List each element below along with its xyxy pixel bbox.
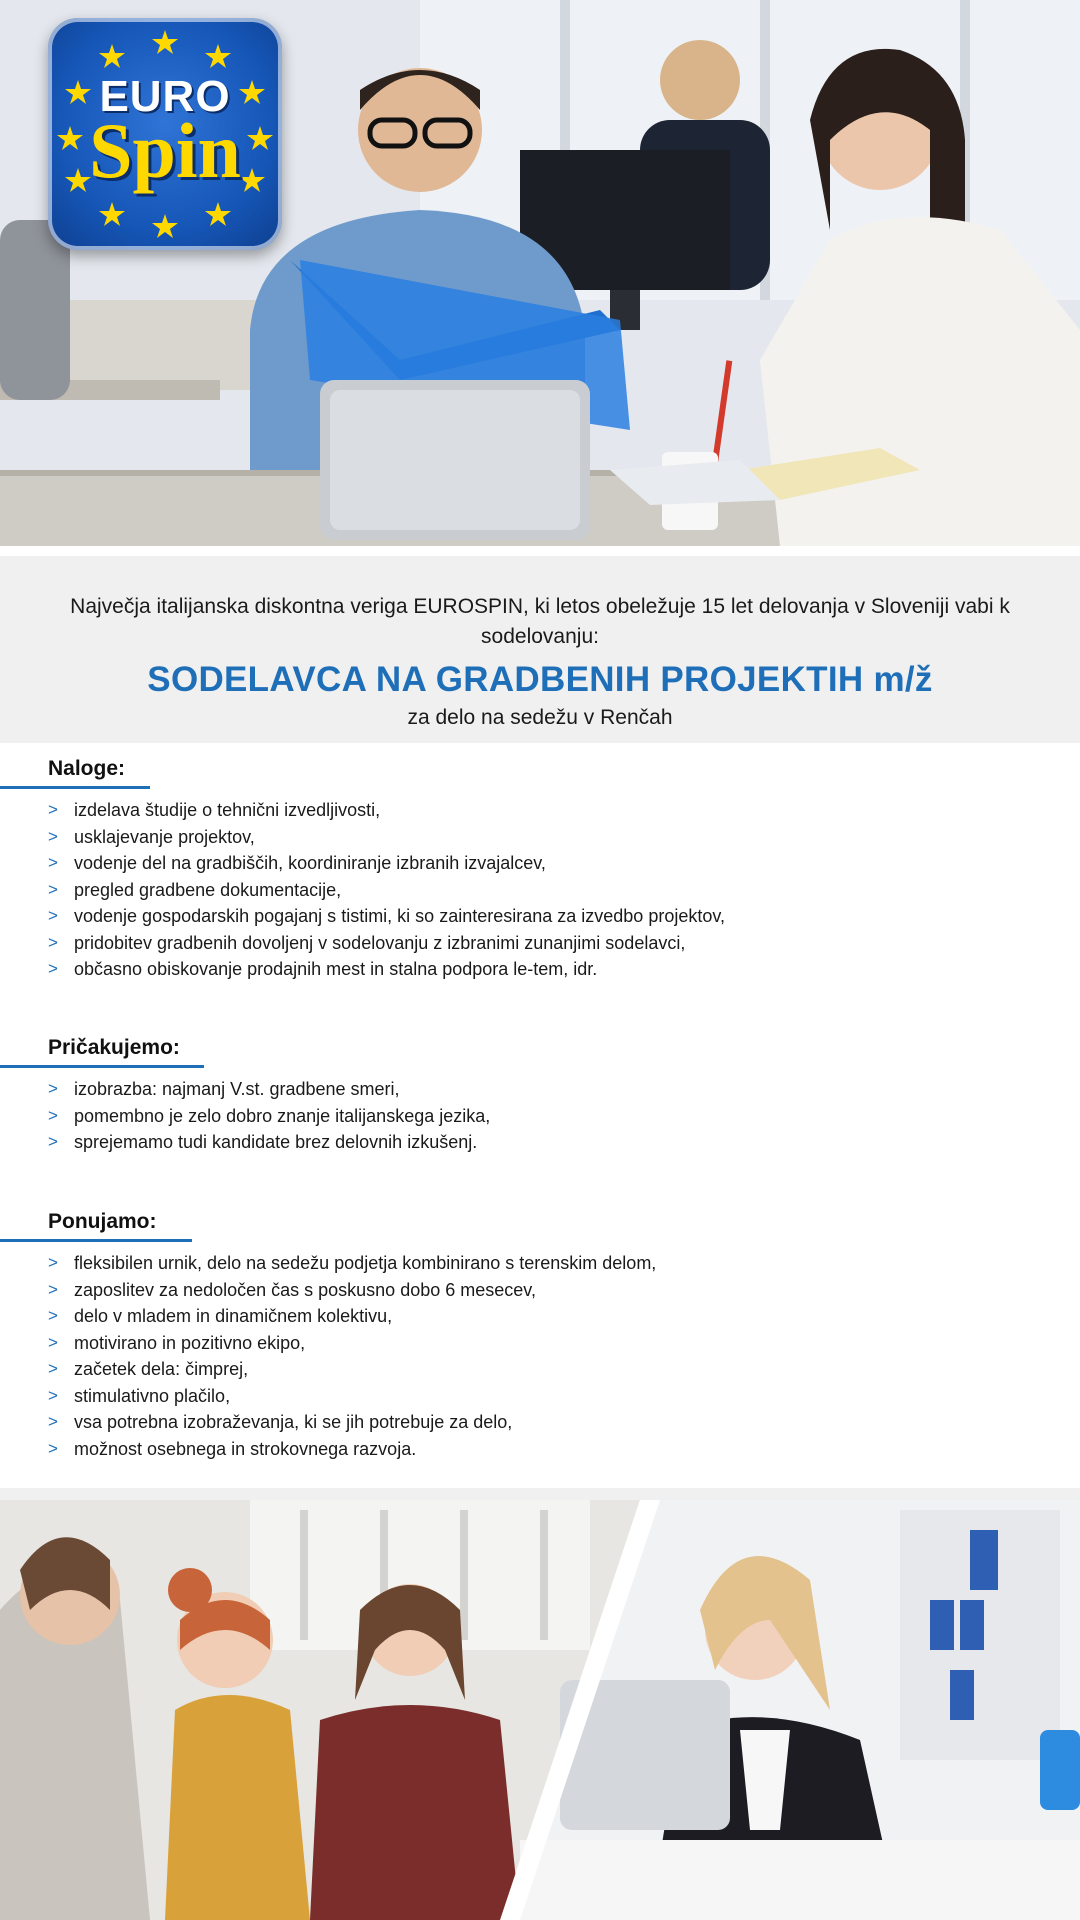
list-item: > zaposlitev za nedoločen čas s poskusno dobo 6 mesecev,	[48, 1277, 656, 1304]
chevron-right-icon: >	[48, 879, 58, 899]
logo-spin-text: Spin	[89, 107, 241, 194]
intro-text: Največja italijanska diskontna veriga EUROSPIN, ki letos obeležuje 15 let delovanja v Sloveniji vabi k sodelovanju:	[70, 595, 1010, 648]
chevron-right-icon: >	[48, 1412, 58, 1431]
list-item: > fleksibilen urnik, delo na sedežu podjetja kombinirano s terenskim delom,	[48, 1250, 656, 1277]
list-item: > pregled gradbene dokumentacije,	[48, 877, 725, 904]
chevron-right-icon: >	[48, 1253, 58, 1272]
list-item: > možnost osebnega in strokovnega razvoja.	[48, 1436, 656, 1463]
divider-strip	[0, 1488, 1080, 1500]
section-ponujamo	[0, 1210, 1080, 1459]
list-item: > izobrazba: najmanj V.st. gradbene smeri,	[48, 1076, 490, 1103]
list-item: > pomembno je zelo dobro znanje italijanskega jezika,	[48, 1103, 490, 1130]
list-item: > stimulativno plačilo,	[48, 1383, 656, 1410]
chevron-right-icon: >	[48, 1079, 58, 1098]
list-item: > vodenje gospodarskih pogajanj s tistimi, ki so zainteresirana za izvedbo projektov,	[48, 903, 725, 930]
list-item: > izdelava študije o tehnični izvedljivosti,	[48, 797, 725, 824]
list-item: > pridobitev gradbenih dovoljenj v sodelovanju z izbranimi zunanjimi sodelavci,	[48, 930, 725, 957]
chevron-right-icon: >	[48, 1306, 58, 1325]
chevron-right-icon: >	[48, 1105, 58, 1125]
chevron-right-icon: >	[48, 906, 58, 925]
ponujamo-list	[48, 1250, 656, 1462]
section-title: Naloge:	[48, 757, 126, 780]
section-header	[0, 1036, 1080, 1070]
chevron-right-icon: >	[48, 1332, 58, 1352]
list-item: > usklajevanje projektov,	[48, 824, 725, 851]
section-header	[0, 1210, 1080, 1244]
logo-euro-text: EURO	[99, 72, 231, 121]
hero-photo	[0, 0, 1080, 546]
chevron-right-icon: >	[48, 1279, 58, 1299]
section-title: Ponujamo:	[48, 1210, 157, 1233]
chevron-right-icon: >	[48, 1132, 58, 1151]
job-location: za delo na sedežu v Renčah	[407, 706, 673, 729]
section-naloge	[0, 757, 1080, 979]
list-item: > motivirano in pozitivno ekipo,	[48, 1330, 656, 1357]
chevron-right-icon: >	[48, 853, 58, 872]
chevron-right-icon: >	[48, 800, 58, 819]
chevron-right-icon: >	[48, 959, 58, 978]
intro-band	[0, 556, 1080, 743]
list-item: > delo v mladem in dinamičnem kolektivu,	[48, 1303, 656, 1330]
list-item: > sprejemamo tudi kandidate brez delovnih izkušenj.	[48, 1129, 490, 1156]
list-item: > vsa potrebna izobraževanja, ki se jih potrebuje za delo,	[48, 1409, 656, 1436]
eurospin-logo	[48, 18, 282, 250]
naloge-list	[48, 797, 725, 983]
list-item: > začetek dela: čimprej,	[48, 1356, 656, 1383]
section-title: Pričakujemo:	[48, 1036, 180, 1059]
team-and-phone-photo-icon	[0, 1500, 1080, 1920]
section-underline	[0, 1065, 204, 1068]
list-item: > vodenje del na gradbiščih, koordiniranje izbranih izvajalcev,	[48, 850, 725, 877]
chevron-right-icon: >	[48, 826, 58, 846]
chevron-right-icon: >	[48, 1359, 58, 1378]
list-item: > občasno obiskovanje prodajnih mest in stalna podpora le-tem, idr.	[48, 956, 725, 983]
section-underline	[0, 786, 150, 789]
chevron-right-icon: >	[48, 932, 58, 952]
section-header	[0, 757, 1080, 791]
job-title: SODELAVCA NA GRADBENIH PROJEKTIH m/ž	[147, 660, 933, 699]
chevron-right-icon: >	[48, 1438, 58, 1458]
chevron-right-icon: >	[48, 1385, 58, 1405]
section-pricakujemo	[0, 1036, 1080, 1152]
pricakujemo-list	[48, 1076, 490, 1156]
bottom-photos	[0, 1500, 1080, 1920]
section-underline	[0, 1239, 192, 1242]
